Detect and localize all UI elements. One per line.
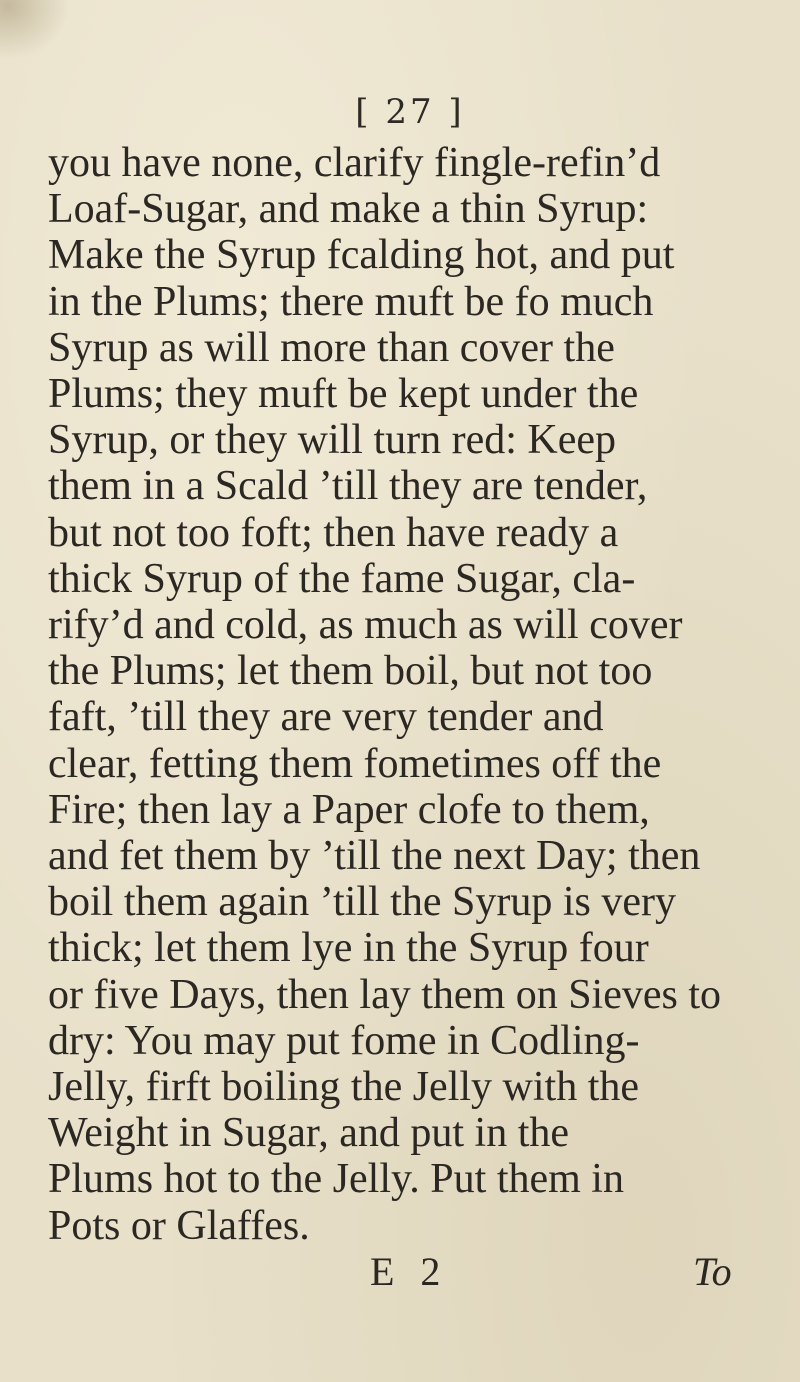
paper-stain — [0, 0, 70, 60]
text-line: Fire; then lay a Paper clofe to them, — [48, 786, 650, 833]
text-line: boil them again ’till the Syrup is very — [48, 879, 676, 926]
text-line: in the Plums; there muft be fo much — [48, 278, 654, 325]
text-line last-line: Pots or Glaffes. — [48, 1202, 310, 1249]
text-line: dry: You may put fome in Codling- — [48, 1017, 640, 1064]
text-line: thick; let them lye in the Syrup four — [48, 925, 649, 972]
text-line: rify’d and cold, as much as will cover — [48, 602, 683, 649]
text-line: them in a Scald ’till they are tender, — [48, 463, 648, 510]
text-line: but not too foft; then have ready a — [48, 509, 619, 556]
text-line: Syrup, or they will turn red: Keep — [48, 417, 617, 464]
catchword: To — [693, 1249, 732, 1294]
body-text — [48, 140, 760, 1249]
page-footer — [0, 1248, 800, 1308]
text-line: Jelly, firft boiling the Jelly with the — [48, 1064, 640, 1111]
text-line: you have none, clarify fingle-refin’d — [48, 140, 661, 186]
text-line: the Plums; let them boil, but not too — [48, 648, 653, 695]
text-line: Make the Syrup fcalding hot, and put — [48, 232, 675, 279]
text-line: Weight in Sugar, and put in the — [48, 1110, 570, 1157]
page-number: [ 27 ] — [355, 92, 465, 132]
text-line: Syrup as will more than cover the — [48, 324, 615, 371]
text-line: Plums hot to the Jelly. Put them in — [48, 1156, 624, 1203]
text-line: thick Syrup of the fame Sugar, cla- — [48, 555, 636, 602]
text-line: and fet them by ’till the next Day; then — [48, 833, 701, 880]
text-line: clear, fetting them fometimes off the — [48, 740, 662, 787]
text-line: or five Days, then lay them on Sieves to — [48, 971, 722, 1018]
text-line: faft, ’till they are very tender and — [48, 694, 604, 741]
text-line: Plums; they muft be kept under the — [48, 371, 639, 418]
signature-mark: E 2 — [370, 1249, 449, 1294]
text-line: Loaf-Sugar, and make a thin Syrup: — [48, 186, 649, 233]
